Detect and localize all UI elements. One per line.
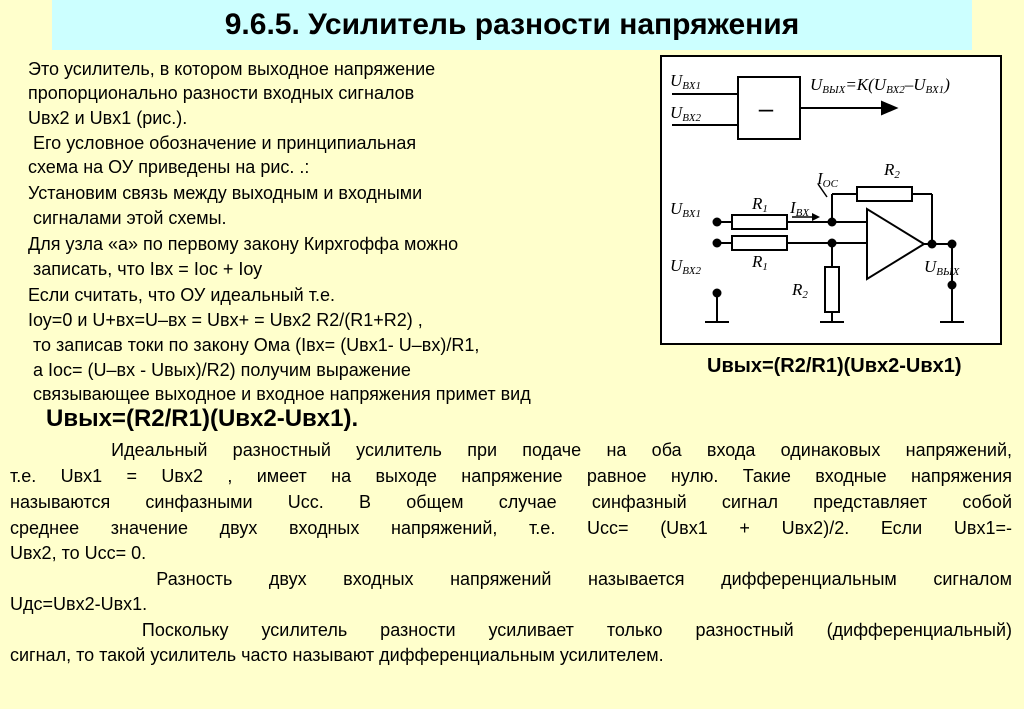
intro-line: Для узла «а» по первому закону Кирхгоффа можно [28,234,459,254]
resistor-r2-feedback [857,187,912,201]
r1-top-label: R1 [752,194,768,215]
resistor-r2-ground [825,267,839,312]
resistor-r1-bottom [732,236,787,250]
paragraph-line: среднее значение двух входных напряжений, т.е. Uсс= (Uвх1 + Uвх2)/2. Если Uвх1=- [10,518,1012,538]
intro-line: Его условное обозначение и принципиальная [28,133,417,153]
paragraph-line: сигнал, то такой усилитель часто называют дифференциальным усилителем. [10,645,664,665]
circuit-diagram [660,55,1002,345]
in2-label: UВХ2 [670,103,701,124]
ibx-label: IBX [790,198,810,219]
uout-label: UВЫХ [924,257,960,278]
ioc-label: IOC [817,169,838,190]
intro-line: сигналами этой схемы. [28,208,227,228]
intro-line: а Iос= (U–вх - Uвых)/R2) получим выражение [28,360,411,380]
r2-ground-label: R2 [792,280,808,301]
in2-circuit-label: UВХ2 [670,256,701,277]
diagram-caption: Uвых=(R2/R1)(Uвх2-Uвх1) [707,355,962,377]
intro-line: связывающее выходное и входное напряжения примет вид [28,384,531,404]
op-amp-triangle [867,209,924,279]
intro-line: то записав токи по закону Ома (Iвх= (Uвх1- U–вх)/R1, [28,335,480,355]
paragraph-line: Uвх2, то Uсс= 0. [10,543,147,563]
intro-line: Uвх2 и Uвх1 (рис.). [28,108,188,128]
paragraph-line: Разность двух входных напряжений называется дифференциальным сигналом [10,569,1012,589]
paragraph-line: т.е. Uвх1 = Uвх2 , имеет на выходе напряжение равное нулю. Такие входные напряжения [10,466,1012,486]
intro-line: записать, что Iвх = Iос + Iоу [28,259,263,279]
in1-label: UВХ1 [670,71,701,92]
intro-line: схема на ОУ приведены на рис. .: [28,157,310,177]
in1-circuit-label: UВХ1 [670,199,701,220]
paragraph-line: Идеальный разностный усилитель при подаче на оба входа одинаковых напряжений, [10,440,1012,460]
paragraph-line: называются синфазными Uсс. В общем случае синфазный сигнал представляет собой [10,492,1012,512]
r1-bottom-label: R1 [752,252,768,273]
r2-feedback-label: R2 [884,160,900,181]
resistor-r1-top [732,215,787,229]
output-expression: UВЫХ=K(UВХ2–UВХ1) [810,75,950,96]
intro-line: пропорционально разности входных сигналов [28,83,415,103]
block-symbol: – [758,93,774,123]
intro-line: Iоу=0 и U+вх=U–вх = Uвх+ = Uвх2 R2/(R1+R2) , [28,310,423,330]
intro-line: Установим связь между выходным и входными [28,183,423,203]
paragraph-line: Поскольку усилитель разности усиливает только разностный (дифференциальный) [10,620,1012,640]
main-formula: Uвых=(R2/R1)(Uвх2-Uвх1). [46,405,359,432]
circuit-svg [662,57,1000,343]
title-bar [52,0,972,50]
page-title: 9.6.5. Усилитель разности напряжения [224,8,800,41]
paragraph-line: Uдс=Uвх2-Uвх1. [10,594,148,614]
intro-line: Это усилитель, в котором выходное напряжение [28,59,436,79]
intro-line: Если считать, что ОУ идеальный т.е. [28,285,336,305]
